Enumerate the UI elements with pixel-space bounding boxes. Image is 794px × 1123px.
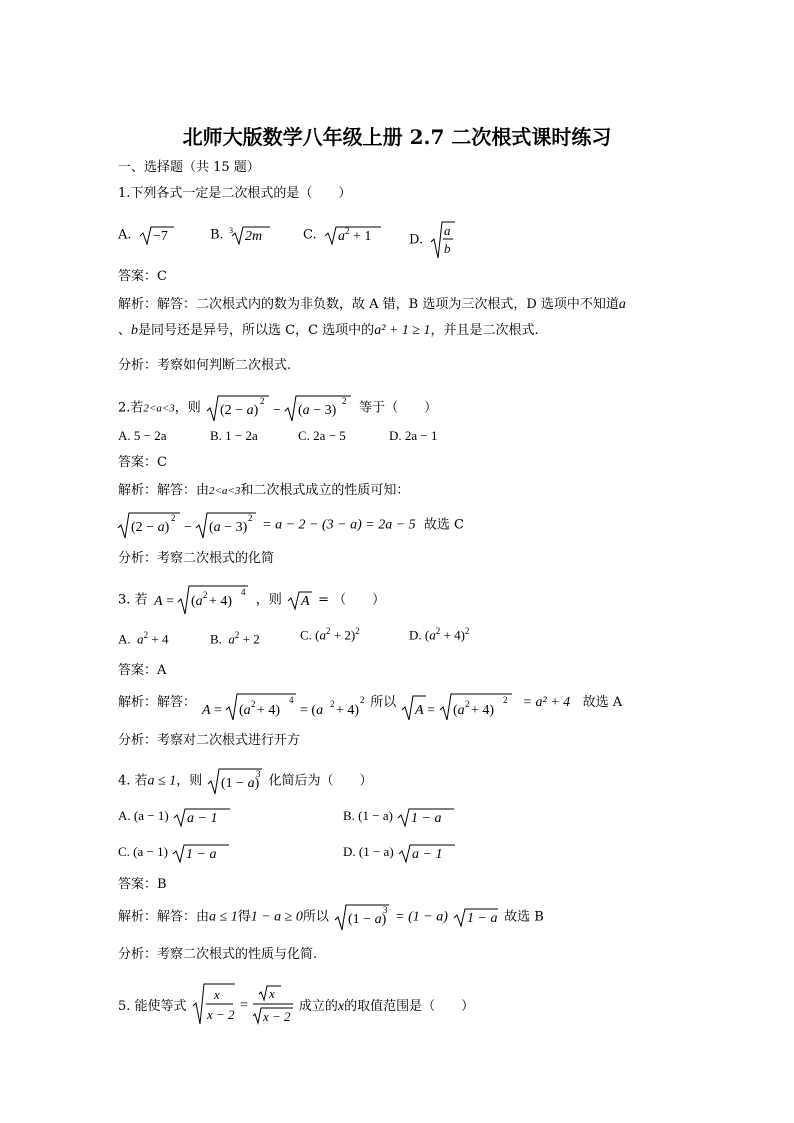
svg-text:a − 1: a − 1 bbox=[186, 811, 218, 826]
q2-option-c: C. 2a − 5 bbox=[298, 428, 346, 443]
svg-text:+ 1: + 1 bbox=[352, 229, 372, 244]
q4-option-c: C. (a − 1) 1 − a bbox=[118, 842, 231, 864]
svg-text:2: 2 bbox=[465, 699, 470, 709]
q1-note: 分析：考察如何判断二次根式. bbox=[118, 358, 292, 373]
q3-analysis-work bbox=[200, 690, 366, 720]
q4-analysis-radical bbox=[333, 902, 391, 932]
q2-work-radicals bbox=[116, 510, 258, 540]
q4-option-d: D. (1 − a) a − 1 bbox=[343, 842, 457, 864]
page-title: 北师大版数学八年级上册 2.7 二次根式课时练习 bbox=[182, 125, 612, 149]
svg-text:(a: (a bbox=[190, 594, 203, 609]
sqrt-a2plus1 bbox=[321, 224, 383, 246]
q3-note: 分析：考察对二次根式进行开方 bbox=[118, 733, 301, 748]
q2-option-a: A. 5 − 2a bbox=[118, 428, 167, 443]
cbrt-2m bbox=[228, 224, 272, 246]
svg-text:−: − bbox=[272, 403, 281, 418]
q5-equation bbox=[191, 982, 295, 1026]
svg-text:−: − bbox=[184, 520, 192, 535]
q1-stem: 1.下列各式一定是二次根式的是（ ） bbox=[118, 186, 352, 201]
svg-text:2: 2 bbox=[251, 699, 256, 709]
section-heading: 一、选择题（共 15 题） bbox=[118, 160, 260, 175]
svg-text:(a − 3): (a − 3) bbox=[209, 520, 248, 535]
q1-option-d: D. a b bbox=[409, 220, 457, 260]
q4-expression bbox=[206, 766, 264, 796]
svg-text:A =: A = bbox=[153, 594, 174, 609]
q2-expression bbox=[205, 393, 355, 423]
q4-option-c-radical bbox=[171, 842, 231, 864]
q4-analysis: 解析：解答：由a ≤ 1得1 − a ≥ 0所以 (1 − a) 3 = (1 − a) 1 − a 故选 B bbox=[118, 902, 544, 932]
svg-text:x − 2: x − 2 bbox=[206, 1007, 235, 1022]
sqrt-a-over-b bbox=[427, 220, 457, 260]
q5-stem: 5. 能使等式 x x − 2 = x x − 2 成立的x的取值范围是（ ） bbox=[118, 982, 474, 1026]
svg-text:2: 2 bbox=[248, 513, 253, 523]
svg-text:+ 4): + 4) bbox=[471, 703, 495, 718]
q4-answer: 答案：B bbox=[118, 877, 167, 892]
q4-option-b-radical bbox=[396, 806, 456, 828]
svg-text:A =: A = bbox=[202, 703, 223, 718]
svg-text:3: 3 bbox=[383, 905, 388, 915]
q2-note: 分析：考察二次根式的化简 bbox=[118, 551, 275, 566]
svg-text:2: 2 bbox=[341, 396, 347, 406]
svg-text:(2 − a): (2 − a) bbox=[219, 403, 259, 418]
svg-text:2: 2 bbox=[202, 590, 208, 600]
q1-option-b: B. 3 2m bbox=[210, 224, 272, 246]
q1-option-c: C. a 2 + 1 bbox=[303, 224, 383, 246]
svg-text:+ 4): + 4) bbox=[257, 703, 281, 718]
q4-option-a: A. (a − 1) a − 1 bbox=[118, 806, 232, 828]
svg-text:b: b bbox=[444, 241, 451, 256]
q3-answer: 答案：A bbox=[118, 663, 167, 678]
svg-text:a: a bbox=[337, 229, 345, 244]
q1-answer: 答案：C bbox=[118, 269, 167, 284]
q3-option-b: B. $a^2 + 2$ bbox=[210, 630, 260, 647]
q4-option-b: B. (1 − a) 1 − a bbox=[343, 806, 456, 828]
svg-text:= (a: = (a bbox=[300, 703, 324, 718]
q4-stem: 4. 若a ≤ 1，则 (1 − a) 3 化简后为（ ） bbox=[118, 766, 373, 796]
svg-text:x: x bbox=[268, 986, 275, 1001]
svg-text:A =: A = bbox=[415, 703, 436, 718]
q3-A-definition bbox=[152, 584, 252, 616]
svg-text:x − 2: x − 2 bbox=[262, 1009, 291, 1024]
svg-text:2: 2 bbox=[171, 513, 176, 523]
svg-text:x: x bbox=[213, 987, 220, 1002]
q3-analysis-sqrtA bbox=[400, 690, 518, 720]
svg-text:(1 − a): (1 − a) bbox=[348, 912, 387, 927]
svg-text:+ 4): + 4) bbox=[336, 703, 360, 718]
svg-text:2: 2 bbox=[259, 396, 265, 406]
q3-option-a: A. $a^2 + 4$ bbox=[118, 630, 169, 647]
q2-answer: 答案：C bbox=[118, 455, 167, 470]
svg-text:(2 − a): (2 − a) bbox=[131, 520, 170, 535]
svg-text:(a: (a bbox=[453, 703, 466, 718]
svg-text:A: A bbox=[300, 594, 310, 609]
svg-text:3: 3 bbox=[228, 226, 233, 235]
q2-option-d: D. 2a − 1 bbox=[389, 428, 438, 443]
svg-text:1 − a: 1 − a bbox=[186, 847, 217, 862]
q1-analysis-line2: 、b是同号还是异号，所以选 C，C 选项中的a² + 1 ≥ 1，并且是二次根式. bbox=[118, 323, 539, 338]
svg-text:4: 4 bbox=[289, 695, 294, 705]
svg-text:1 − a: 1 − a bbox=[411, 811, 442, 826]
svg-text:2: 2 bbox=[503, 695, 508, 705]
q2-work: (2 − a) 2 − (a − 3) 2 = a − 2 − (3 − a) = 2a − 5 故选 C bbox=[116, 510, 464, 540]
svg-text:a: a bbox=[444, 223, 451, 238]
svg-text:3: 3 bbox=[256, 769, 261, 779]
q3-option-d: D. $(a^2 + 4)^2$ bbox=[409, 626, 470, 643]
svg-text:1 − a: 1 − a bbox=[467, 911, 498, 926]
q2-stem: 2.若2<a<3，则 (2 − a) 2 − (a − 3) 2 等于（ ） bbox=[118, 393, 437, 423]
q4-analysis-sqrt bbox=[452, 906, 500, 928]
sqrt-A bbox=[286, 589, 314, 611]
svg-text:=: = bbox=[239, 998, 248, 1013]
svg-text:2: 2 bbox=[360, 695, 365, 705]
q2-analysis: 解析：解答：由2<a<3和二次根式成立的性质可知： bbox=[118, 483, 410, 498]
q4-option-a-radical bbox=[172, 806, 232, 828]
sqrt-neg7 bbox=[136, 224, 176, 246]
svg-text:(1 − a): (1 − a) bbox=[221, 776, 260, 791]
svg-text:4: 4 bbox=[240, 587, 246, 597]
q3-option-c: C. $(a^2 + 2)^2$ bbox=[300, 626, 360, 643]
svg-text:a − 1: a − 1 bbox=[411, 847, 443, 862]
svg-text:−7: −7 bbox=[152, 229, 168, 244]
q4-note: 分析：考察二次根式的性质与化简. bbox=[118, 947, 318, 962]
svg-text:2: 2 bbox=[330, 699, 335, 709]
q2-option-b: B. 1 − 2a bbox=[210, 428, 258, 443]
q3-stem: 3. 若 A = (a 2 + 4) 4 ，则 A = （ ） bbox=[118, 584, 385, 616]
svg-text:(a − 3): (a − 3) bbox=[297, 403, 337, 418]
svg-text:+ 4): + 4) bbox=[208, 594, 232, 609]
svg-text:2m: 2m bbox=[244, 229, 262, 244]
q3-analysis: 解析：解答： A = (a 2 + 4) 4 = (a 2 + 4) 2 所以 A = (a 2 + 4) 2 = a² + 4 故选 A bbox=[118, 690, 622, 720]
svg-text:2: 2 bbox=[344, 226, 350, 236]
q1-analysis-line1: 解析：解答：二次根式内的数为非负数，故 A 错，B 选项为三次根式，D 选项中不知道a bbox=[118, 297, 626, 312]
svg-text:(a: (a bbox=[239, 703, 251, 718]
q4-option-d-radical bbox=[397, 842, 457, 864]
q1-option-a: A. −7 bbox=[118, 224, 176, 246]
